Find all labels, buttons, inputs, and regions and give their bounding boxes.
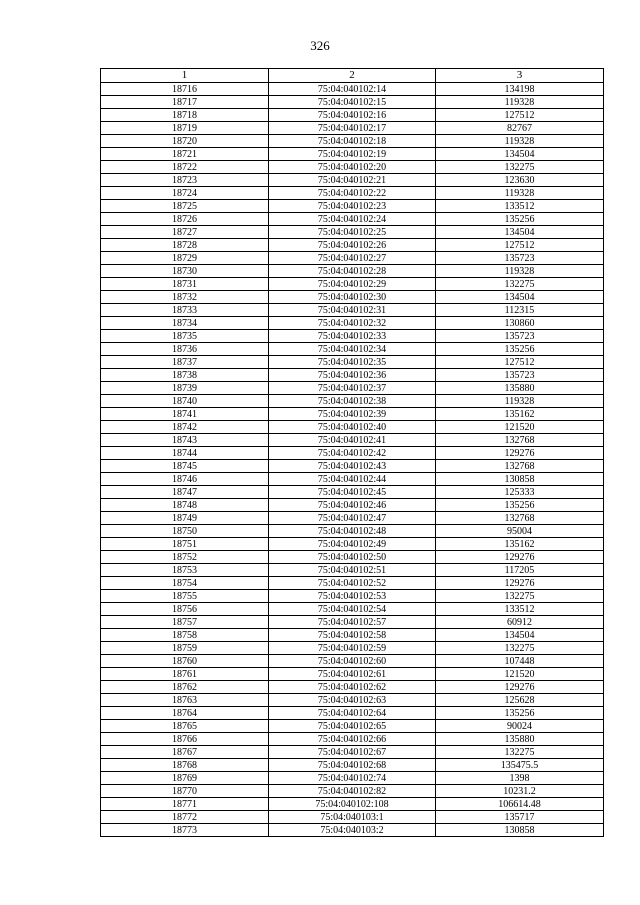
value-cell: 60912 [436, 616, 604, 629]
value-cell: 95004 [436, 525, 604, 538]
record-number-cell: 18744 [101, 447, 269, 460]
record-number-cell: 18745 [101, 460, 269, 473]
table-row [101, 239, 604, 252]
record-number-cell: 18751 [101, 538, 269, 551]
table-row [101, 200, 604, 213]
registry-table [100, 68, 604, 837]
cadastral-number-cell: 75:04:040102:27 [269, 252, 436, 265]
table-row [101, 720, 604, 733]
cadastral-number-cell: 75:04:040102:82 [269, 785, 436, 798]
value-cell: 132768 [436, 512, 604, 525]
value-cell: 117205 [436, 564, 604, 577]
cadastral-number-cell: 75:04:040102:42 [269, 447, 436, 460]
value-cell: 135723 [436, 369, 604, 382]
record-number-cell: 18769 [101, 772, 269, 785]
cadastral-number-cell: 75:04:040102:35 [269, 356, 436, 369]
value-cell: 132768 [436, 434, 604, 447]
record-number-cell: 18762 [101, 681, 269, 694]
column-header-2: 2 [269, 69, 436, 83]
cadastral-number-cell: 75:04:040102:29 [269, 278, 436, 291]
cadastral-number-cell: 75:04:040102:65 [269, 720, 436, 733]
table-row [101, 356, 604, 369]
table-row [101, 447, 604, 460]
cadastral-number-cell: 75:04:040102:44 [269, 473, 436, 486]
table-row [101, 512, 604, 525]
cadastral-number-cell: 75:04:040102:46 [269, 499, 436, 512]
value-cell: 119328 [436, 395, 604, 408]
value-cell: 130858 [436, 473, 604, 486]
record-number-cell: 18758 [101, 629, 269, 642]
cadastral-number-cell: 75:04:040102:22 [269, 187, 436, 200]
table-row [101, 759, 604, 772]
table-row [101, 135, 604, 148]
record-number-cell: 18746 [101, 473, 269, 486]
table-row [101, 824, 604, 837]
record-number-cell: 18735 [101, 330, 269, 343]
cadastral-number-cell: 75:04:040102:62 [269, 681, 436, 694]
table-row [101, 395, 604, 408]
table-row [101, 330, 604, 343]
table-header [101, 69, 604, 83]
cadastral-number-cell: 75:04:040102:108 [269, 798, 436, 811]
value-cell: 127512 [436, 239, 604, 252]
cadastral-number-cell: 75:04:040102:38 [269, 395, 436, 408]
value-cell: 107448 [436, 655, 604, 668]
cadastral-number-cell: 75:04:040102:45 [269, 486, 436, 499]
value-cell: 130860 [436, 317, 604, 330]
cadastral-number-cell: 75:04:040102:51 [269, 564, 436, 577]
record-number-cell: 18726 [101, 213, 269, 226]
table-row [101, 746, 604, 759]
record-number-cell: 18749 [101, 512, 269, 525]
table-row [101, 538, 604, 551]
value-cell: 90024 [436, 720, 604, 733]
value-cell: 133512 [436, 200, 604, 213]
table-row [101, 226, 604, 239]
record-number-cell: 18753 [101, 564, 269, 577]
cadastral-number-cell: 75:04:040102:36 [269, 369, 436, 382]
table-row [101, 109, 604, 122]
value-cell: 132275 [436, 161, 604, 174]
column-header-1: 1 [101, 69, 269, 83]
cadastral-number-cell: 75:04:040102:21 [269, 174, 436, 187]
value-cell: 106614.48 [436, 798, 604, 811]
table-row [101, 382, 604, 395]
table-row [101, 265, 604, 278]
cadastral-number-cell: 75:04:040102:18 [269, 135, 436, 148]
cadastral-number-cell: 75:04:040102:63 [269, 694, 436, 707]
value-cell: 132275 [436, 590, 604, 603]
cadastral-number-cell: 75:04:040102:49 [269, 538, 436, 551]
value-cell: 129276 [436, 681, 604, 694]
table-row [101, 278, 604, 291]
record-number-cell: 18718 [101, 109, 269, 122]
cadastral-number-cell: 75:04:040103:1 [269, 811, 436, 824]
table-row [101, 148, 604, 161]
value-cell: 134504 [436, 629, 604, 642]
record-number-cell: 18716 [101, 83, 269, 96]
value-cell: 135723 [436, 330, 604, 343]
record-number-cell: 18771 [101, 798, 269, 811]
value-cell: 125333 [436, 486, 604, 499]
record-number-cell: 18743 [101, 434, 269, 447]
value-cell: 134504 [436, 226, 604, 239]
record-number-cell: 18734 [101, 317, 269, 330]
table-row [101, 213, 604, 226]
cadastral-number-cell: 75:04:040102:24 [269, 213, 436, 226]
record-number-cell: 18738 [101, 369, 269, 382]
table-row [101, 655, 604, 668]
cadastral-number-cell: 75:04:040102:20 [269, 161, 436, 174]
value-cell: 134504 [436, 148, 604, 161]
record-number-cell: 18741 [101, 408, 269, 421]
cadastral-number-cell: 75:04:040103:2 [269, 824, 436, 837]
record-number-cell: 18765 [101, 720, 269, 733]
record-number-cell: 18728 [101, 239, 269, 252]
table-row [101, 525, 604, 538]
table-row [101, 96, 604, 109]
page-number: 326 [310, 38, 330, 53]
table-row [101, 551, 604, 564]
cadastral-number-cell: 75:04:040102:15 [269, 96, 436, 109]
record-number-cell: 18721 [101, 148, 269, 161]
cadastral-number-cell: 75:04:040102:25 [269, 226, 436, 239]
record-number-cell: 18759 [101, 642, 269, 655]
table-row [101, 83, 604, 96]
table-row [101, 811, 604, 824]
record-number-cell: 18730 [101, 265, 269, 278]
cadastral-number-cell: 75:04:040102:17 [269, 122, 436, 135]
record-number-cell: 18742 [101, 421, 269, 434]
record-number-cell: 18733 [101, 304, 269, 317]
table-row [101, 694, 604, 707]
cadastral-number-cell: 75:04:040102:53 [269, 590, 436, 603]
value-cell: 132275 [436, 278, 604, 291]
record-number-cell: 18755 [101, 590, 269, 603]
record-number-cell: 18750 [101, 525, 269, 538]
cadastral-number-cell: 75:04:040102:47 [269, 512, 436, 525]
cadastral-number-cell: 75:04:040102:41 [269, 434, 436, 447]
cadastral-number-cell: 75:04:040102:66 [269, 733, 436, 746]
table-row [101, 304, 604, 317]
value-cell: 127512 [436, 109, 604, 122]
cadastral-number-cell: 75:04:040102:31 [269, 304, 436, 317]
table-row [101, 187, 604, 200]
value-cell: 119328 [436, 187, 604, 200]
value-cell: 135256 [436, 707, 604, 720]
record-number-cell: 18737 [101, 356, 269, 369]
record-number-cell: 18770 [101, 785, 269, 798]
record-number-cell: 18723 [101, 174, 269, 187]
record-number-cell: 18725 [101, 200, 269, 213]
record-number-cell: 18763 [101, 694, 269, 707]
record-number-cell: 18773 [101, 824, 269, 837]
cadastral-number-cell: 75:04:040102:32 [269, 317, 436, 330]
table-row [101, 486, 604, 499]
cadastral-number-cell: 75:04:040102:39 [269, 408, 436, 421]
value-cell: 134198 [436, 83, 604, 96]
table-row [101, 317, 604, 330]
record-number-cell: 18766 [101, 733, 269, 746]
value-cell: 135162 [436, 538, 604, 551]
value-cell: 133512 [436, 603, 604, 616]
table-row [101, 343, 604, 356]
cadastral-number-cell: 75:04:040102:16 [269, 109, 436, 122]
cadastral-number-cell: 75:04:040102:30 [269, 291, 436, 304]
record-number-cell: 18729 [101, 252, 269, 265]
value-cell: 132275 [436, 642, 604, 655]
cadastral-number-cell: 75:04:040102:54 [269, 603, 436, 616]
table-row [101, 499, 604, 512]
record-number-cell: 18731 [101, 278, 269, 291]
cadastral-number-cell: 75:04:040102:19 [269, 148, 436, 161]
table-row [101, 369, 604, 382]
record-number-cell: 18722 [101, 161, 269, 174]
cadastral-number-cell: 75:04:040102:48 [269, 525, 436, 538]
table-row [101, 668, 604, 681]
record-number-cell: 18747 [101, 486, 269, 499]
cadastral-number-cell: 75:04:040102:74 [269, 772, 436, 785]
header-row [101, 69, 604, 83]
cadastral-number-cell: 75:04:040102:37 [269, 382, 436, 395]
value-cell: 123630 [436, 174, 604, 187]
value-cell: 112315 [436, 304, 604, 317]
record-number-cell: 18727 [101, 226, 269, 239]
cadastral-number-cell: 75:04:040102:61 [269, 668, 436, 681]
table-row [101, 122, 604, 135]
table-row [101, 616, 604, 629]
record-number-cell: 18757 [101, 616, 269, 629]
cadastral-number-cell: 75:04:040102:52 [269, 577, 436, 590]
record-number-cell: 18736 [101, 343, 269, 356]
record-number-cell: 18739 [101, 382, 269, 395]
value-cell: 129276 [436, 577, 604, 590]
table-row [101, 291, 604, 304]
value-cell: 135475.5 [436, 759, 604, 772]
record-number-cell: 18756 [101, 603, 269, 616]
cadastral-number-cell: 75:04:040102:67 [269, 746, 436, 759]
record-number-cell: 18748 [101, 499, 269, 512]
value-cell: 132768 [436, 460, 604, 473]
record-number-cell: 18768 [101, 759, 269, 772]
value-cell: 121520 [436, 421, 604, 434]
value-cell: 135162 [436, 408, 604, 421]
table-row [101, 408, 604, 421]
value-cell: 134504 [436, 291, 604, 304]
cadastral-number-cell: 75:04:040102:33 [269, 330, 436, 343]
record-number-cell: 18717 [101, 96, 269, 109]
cadastral-number-cell: 75:04:040102:57 [269, 616, 436, 629]
value-cell: 130858 [436, 824, 604, 837]
record-number-cell: 18761 [101, 668, 269, 681]
column-header-3: 3 [436, 69, 604, 83]
record-number-cell: 18740 [101, 395, 269, 408]
cadastral-number-cell: 75:04:040102:14 [269, 83, 436, 96]
value-cell: 135880 [436, 733, 604, 746]
cadastral-number-cell: 75:04:040102:26 [269, 239, 436, 252]
cadastral-number-cell: 75:04:040102:50 [269, 551, 436, 564]
table-body [101, 83, 604, 837]
record-number-cell: 18724 [101, 187, 269, 200]
value-cell: 10231.2 [436, 785, 604, 798]
value-cell: 135717 [436, 811, 604, 824]
record-number-cell: 18720 [101, 135, 269, 148]
table-row [101, 161, 604, 174]
value-cell: 135723 [436, 252, 604, 265]
table-row [101, 603, 604, 616]
record-number-cell: 18767 [101, 746, 269, 759]
value-cell: 129276 [436, 551, 604, 564]
cadastral-number-cell: 75:04:040102:64 [269, 707, 436, 720]
table-row [101, 252, 604, 265]
value-cell: 119328 [436, 135, 604, 148]
table-row [101, 785, 604, 798]
table-row [101, 772, 604, 785]
table-row [101, 577, 604, 590]
cadastral-number-cell: 75:04:040102:60 [269, 655, 436, 668]
record-number-cell: 18732 [101, 291, 269, 304]
value-cell: 135880 [436, 382, 604, 395]
value-cell: 121520 [436, 668, 604, 681]
table-row [101, 707, 604, 720]
record-number-cell: 18752 [101, 551, 269, 564]
record-number-cell: 18719 [101, 122, 269, 135]
cadastral-number-cell: 75:04:040102:68 [269, 759, 436, 772]
table-row [101, 798, 604, 811]
value-cell: 82767 [436, 122, 604, 135]
cadastral-number-cell: 75:04:040102:34 [269, 343, 436, 356]
table-row [101, 733, 604, 746]
record-number-cell: 18754 [101, 577, 269, 590]
value-cell: 135256 [436, 499, 604, 512]
cadastral-number-cell: 75:04:040102:23 [269, 200, 436, 213]
value-cell: 127512 [436, 356, 604, 369]
table-row [101, 434, 604, 447]
table-row [101, 473, 604, 486]
value-cell: 132275 [436, 746, 604, 759]
value-cell: 119328 [436, 265, 604, 278]
cadastral-number-cell: 75:04:040102:28 [269, 265, 436, 278]
value-cell: 125628 [436, 694, 604, 707]
table-row [101, 564, 604, 577]
table-row [101, 590, 604, 603]
value-cell: 119328 [436, 96, 604, 109]
record-number-cell: 18772 [101, 811, 269, 824]
table-row [101, 421, 604, 434]
value-cell: 1398 [436, 772, 604, 785]
cadastral-number-cell: 75:04:040102:58 [269, 629, 436, 642]
cadastral-number-cell: 75:04:040102:59 [269, 642, 436, 655]
table-row [101, 642, 604, 655]
table-row [101, 681, 604, 694]
value-cell: 129276 [436, 447, 604, 460]
value-cell: 135256 [436, 213, 604, 226]
cadastral-number-cell: 75:04:040102:40 [269, 421, 436, 434]
record-number-cell: 18764 [101, 707, 269, 720]
table-row [101, 460, 604, 473]
table-row [101, 629, 604, 642]
table-row [101, 174, 604, 187]
record-number-cell: 18760 [101, 655, 269, 668]
cadastral-number-cell: 75:04:040102:43 [269, 460, 436, 473]
value-cell: 135256 [436, 343, 604, 356]
